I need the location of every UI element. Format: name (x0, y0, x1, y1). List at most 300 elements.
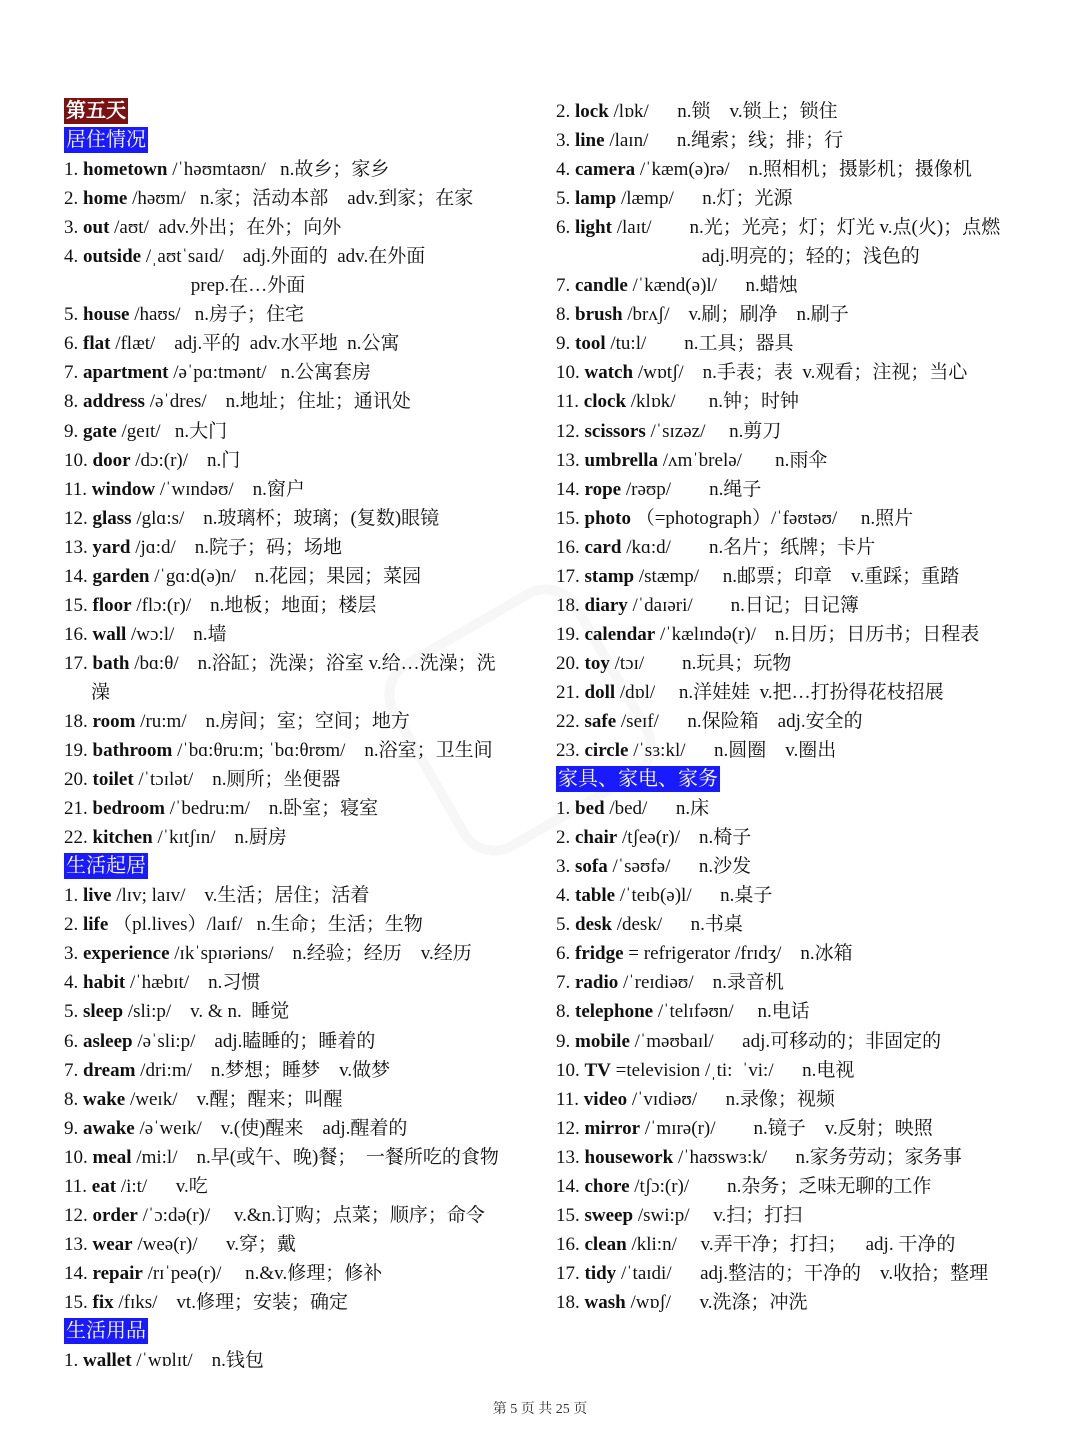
entry-definition: /lɪv; laɪv/ v.生活；居住；活着 (111, 885, 370, 907)
entry-number: 3. (64, 217, 79, 239)
entry-number: 7. (556, 275, 571, 297)
vocab-entry (556, 271, 1036, 300)
vocab-entry (556, 504, 1036, 533)
entry-definition: /glɑ:s/ n.玻璃杯；玻璃；(复数)眼镜 (131, 507, 440, 529)
entry-definition: /ʌmˈbrelə/ n.雨伞 (658, 449, 828, 471)
entry-word: wall (92, 623, 127, 645)
entry-definition: /ˈhəʊmtaʊn/ n.故乡；家乡 (167, 159, 390, 181)
day-title: 第五天 (66, 100, 126, 122)
entry-definition: /ˈhaʊswɜ:k/ n.家务劳动；家务事 (673, 1146, 962, 1168)
entry-definition: /ˈgɑ:d(ə)n/ n.花园；果园；菜园 (149, 565, 422, 587)
vocab-entry (556, 939, 1036, 968)
entry-definition: /wɒʃ/ v.洗涤；冲洗 (625, 1291, 808, 1313)
entry-definition: /ˈkɪtʃɪn/ n.厨房 (152, 827, 287, 849)
entry-number: 21. (64, 798, 88, 820)
entry-number: 8. (64, 391, 79, 413)
entry-definition: （pl.lives）/laɪf/ n.生命；生活；生物 (108, 914, 423, 936)
entry-word: sofa (575, 856, 608, 878)
entry-word: yard (92, 536, 131, 558)
left-column (64, 97, 542, 1375)
entry-number: 22. (64, 827, 88, 849)
right-column (556, 97, 1036, 1317)
vocab-entry (556, 329, 1036, 358)
entry-definition: /klɒk/ n.钟；时钟 (626, 391, 800, 413)
section-title: 生活用品 (66, 1319, 146, 1342)
entry-number: 2. (64, 188, 79, 210)
entry-word: bathroom (92, 740, 173, 762)
entry-definition: /ˈreɪdiəʊ/ n.录音机 (618, 972, 784, 994)
vocab-entry (64, 387, 542, 416)
entry-number: 3. (64, 943, 79, 965)
vocab-entry (64, 1143, 542, 1172)
entry-word: rope (584, 478, 622, 500)
entry-definition: /tʃeə(r)/ n.椅子 (617, 827, 752, 849)
vocab-entry (556, 794, 1036, 823)
entry-number: 4. (64, 246, 79, 268)
entry-definition: /ˈtaɪdi/ adj.整洁的；干净的 v.收拾；整理 (616, 1262, 989, 1284)
vocab-entry (64, 533, 542, 562)
entry-definition: /mi:l/ n.早(或午、晚)餐； 一餐所吃的食物 (131, 1146, 499, 1168)
vocab-entry (556, 1143, 1036, 1172)
entry-word: meal (92, 1146, 132, 1168)
entry-definition: /wɒtʃ/ n.手表；表 v.观看；注视；当心 (633, 362, 968, 384)
vocab-entry (64, 329, 542, 358)
vocab-entry (556, 475, 1036, 504)
entry-definition: /ˈbɑ:θru:m; ˈbɑ:θrʊm/ n.浴室；卫生间 (172, 740, 493, 762)
vocab-entry (556, 591, 1036, 620)
entry-definition: /ˈdaɪəri/ n.日记；日记簿 (627, 594, 859, 616)
entry-word: doll (584, 681, 616, 703)
entry-definition: /ˈɔ:də(r)/ v.&n.订购；点菜；顺序；命令 (137, 1204, 485, 1226)
entry-word: mobile (575, 1030, 630, 1052)
entry-definition: /dɔ:(r)/ n.门 (130, 449, 241, 471)
entry-word: apartment (83, 362, 169, 384)
entry-number: 10. (556, 1059, 580, 1081)
entry-word: card (584, 536, 622, 558)
entry-number: 13. (556, 1146, 580, 1168)
vocab-entry (556, 155, 1036, 184)
entry-number: 16. (556, 1233, 580, 1255)
entry-definition: /əˈpɑ:tmənt/ n.公寓套房 (168, 362, 372, 384)
entry-definition: /stæmp/ n.邮票；印章 v.重踩；重踏 (634, 565, 960, 587)
entry-number: 5. (556, 914, 571, 936)
entry-number: 1. (64, 885, 79, 907)
entry-word: glass (92, 507, 132, 529)
entry-number: 14. (556, 478, 580, 500)
entry-definition: /ˈtɔɪlət/ n.厕所；坐便器 (133, 769, 341, 791)
vocab-entry (64, 1288, 542, 1317)
entry-word: tidy (584, 1262, 617, 1284)
entry-word: home (83, 188, 128, 210)
entry-definition: /lɒk/ n.锁 v.锁上；锁住 (608, 101, 838, 122)
vocab-entry (556, 968, 1036, 997)
entry-definition: =television /ˌti: ˈvi:/ n.电视 (610, 1059, 855, 1081)
entry-word: bed (575, 798, 605, 820)
entry-number: 13. (556, 449, 580, 471)
entry-word: live (83, 885, 112, 907)
entry-number: 13. (64, 536, 88, 558)
entry-number: 19. (556, 623, 580, 645)
vocab-entry (64, 242, 542, 271)
entry-definition: /dri:m/ n.梦想；睡梦 v.做梦 (135, 1059, 391, 1081)
vocab-entry (556, 1056, 1036, 1085)
entry-word: repair (92, 1262, 143, 1284)
entry-number: 8. (556, 304, 571, 326)
entry-number: 11. (556, 391, 580, 413)
vocab-entry (64, 939, 542, 968)
entry-number: 12. (64, 1204, 88, 1226)
entry-number: 2. (556, 101, 571, 122)
entry-definition: /ˈteɪb(ə)l/ n.桌子 (615, 885, 773, 907)
entry-number: 2. (556, 827, 571, 849)
vocab-entry (556, 562, 1036, 591)
vocab-entry (556, 1114, 1036, 1143)
entry-definition: /ˈkælɪndə(r)/ n.日历；日历书；日程表 (655, 623, 980, 645)
entry-definition: /seɪf/ n.保险箱 adj.安全的 (616, 710, 863, 732)
entry-number: 3. (556, 856, 571, 878)
entry-word: photo (584, 507, 631, 529)
entry-number: 11. (556, 1088, 580, 1110)
vocab-entry (64, 968, 542, 997)
entry-definition: /bɑ:θ/ n.浴缸；洗澡；浴室 v.给…洗澡；洗 (129, 652, 496, 674)
entry-word: gate (83, 420, 117, 442)
entry-number: 16. (64, 623, 88, 645)
entry-word: toy (584, 652, 610, 674)
entry-word: experience (83, 943, 170, 965)
entry-definition: /sli:p/ v. & n. 睡觉 (123, 1001, 290, 1023)
entry-word: hometown (83, 159, 168, 181)
vocab-entry (556, 649, 1036, 678)
entry-word: address (83, 391, 145, 413)
vocab-entry (556, 1172, 1036, 1201)
vocab-entry (64, 736, 542, 765)
entry-word: umbrella (584, 449, 659, 471)
entry-definition: /jɑ:d/ n.院子；码；场地 (130, 536, 343, 558)
entry-number: 8. (556, 1001, 571, 1023)
entry-number: 10. (64, 1146, 88, 1168)
entry-word: line (575, 130, 605, 152)
entry-number: 20. (556, 652, 580, 674)
entry-word: order (92, 1204, 138, 1226)
entry-word: brush (575, 304, 623, 326)
entry-definition: /ˈkænd(ə)l/ n.蜡烛 (627, 275, 798, 297)
entry-definition: /ˈsɪzəz/ n.剪刀 (645, 420, 782, 442)
vocab-entry (556, 387, 1036, 416)
entry-word: lamp (575, 188, 617, 210)
entry-word: room (92, 710, 136, 732)
vocab-entry (64, 184, 542, 213)
entry-definition: /ˈsɜ:kl/ n.圆圈 v.圈出 (628, 740, 837, 762)
entry-number: 15. (556, 1204, 580, 1226)
vocab-entry (556, 533, 1036, 562)
vocab-entry (556, 1230, 1036, 1259)
entry-word: window (91, 478, 156, 500)
vocab-entry (556, 1259, 1036, 1288)
entry-number: 6. (556, 943, 571, 965)
entry-word: circle (584, 740, 629, 762)
entry-definition: /əˈweɪk/ v.(使)醒来 adj.醒着的 (134, 1117, 408, 1139)
entry-definition: /kli:n/ v.弄干净；打扫； adj. 干净的 (626, 1233, 956, 1255)
entry-definition: /ˈvɪdiəʊ/ n.录像；视频 (627, 1088, 835, 1110)
entry-number: 1. (64, 159, 79, 181)
entry-word: candle (575, 275, 628, 297)
entry-definition: /i:t/ v.吃 (116, 1175, 208, 1197)
entry-word: calendar (584, 623, 656, 645)
entry-number: 4. (556, 159, 571, 181)
vocab-entry (64, 475, 542, 504)
entry-word: house (83, 304, 130, 326)
vocab-entry (556, 1288, 1036, 1317)
entry-number: 9. (556, 1030, 571, 1052)
vocab-entry (64, 591, 542, 620)
entry-definition: /rɪˈpeə(r)/ n.&v.修理；修补 (142, 1262, 383, 1284)
entry-word: housework (584, 1146, 674, 1168)
day-heading-row (64, 97, 542, 126)
entry-definition: /ˈtelɪfəʊn/ n.电话 (653, 1001, 810, 1023)
entry-number: 17. (556, 565, 580, 587)
vocab-entry (556, 358, 1036, 387)
entry-definition: （=photograph）/ˈfəʊtəʊ/ n.照片 (630, 507, 914, 529)
entry-word: safe (584, 710, 617, 732)
section-title: 家具、家电、家务 (558, 768, 718, 791)
vocab-entry (556, 184, 1036, 213)
entry-definition: /ru:m/ n.房间；室；空间；地方 (135, 710, 410, 732)
vocab-entry (64, 794, 542, 823)
entry-definition: /weɪk/ v.醒；醒来；叫醒 (125, 1088, 343, 1110)
entry-definition: /flæt/ adj.平的 adv.水平地 n.公寓 (110, 333, 400, 355)
entry-word: tool (575, 333, 606, 355)
vocab-entry (64, 707, 542, 736)
vocab-entry (64, 446, 542, 475)
entry-word: habit (83, 972, 126, 994)
vocab-entry (556, 823, 1036, 852)
entry-number: 21. (556, 681, 580, 703)
vocab-entry (556, 1027, 1036, 1056)
entry-number: 6. (64, 1030, 79, 1052)
entry-number: 4. (64, 972, 79, 994)
entry-definition: /həʊm/ n.家；活动本部 adv.到家；在家 (127, 188, 474, 210)
entry-number: 19. (64, 740, 88, 762)
entry-word: chair (575, 827, 618, 849)
entry-definition: /geɪt/ n.大门 (116, 420, 228, 442)
entry-word: camera (575, 159, 636, 181)
vocab-entry (64, 358, 542, 387)
entry-word: TV (584, 1059, 611, 1081)
section-title: 居住情况 (66, 129, 146, 152)
entry-definition: /rəʊp/ n.绳子 (621, 478, 762, 500)
entry-word: telephone (575, 1001, 654, 1023)
entry-definition: /ˈbedru:m/ n.卧室；寝室 (164, 798, 379, 820)
vocab-entry (556, 1085, 1036, 1114)
vocab-entry (64, 300, 542, 329)
entry-word: wake (83, 1088, 126, 1110)
entry-number: 22. (556, 710, 580, 732)
entry-word: garden (92, 565, 150, 587)
entry-number: 13. (64, 1233, 88, 1255)
entry-word: clean (584, 1233, 627, 1255)
entry-number: 15. (64, 594, 88, 616)
entry-definition: /ˈkæm(ə)rə/ n.照相机；摄影机；摄像机 (635, 159, 972, 181)
entry-number: 9. (64, 420, 79, 442)
entry-number: 2. (64, 914, 79, 936)
entry-word: chore (584, 1175, 630, 1197)
entry-definition: /swi:p/ v.扫；打扫 (633, 1204, 803, 1226)
entry-word: dream (83, 1059, 136, 1081)
entry-number: 15. (556, 507, 580, 529)
entry-word: sleep (83, 1001, 124, 1023)
entry-word: flat (83, 333, 111, 355)
entry-word: watch (584, 362, 634, 384)
entry-word: wear (92, 1233, 133, 1255)
entry-word: door (92, 449, 131, 471)
entry-number: 14. (556, 1175, 580, 1197)
entry-number: 20. (64, 769, 88, 791)
vocab-entry (64, 213, 542, 242)
vocab-entry (556, 620, 1036, 649)
entry-number: 11. (64, 1175, 88, 1197)
entry-number: 12. (556, 420, 580, 442)
section-heading-row (64, 126, 542, 155)
entry-number: 5. (64, 1001, 79, 1023)
vocab-entry (64, 1172, 542, 1201)
entry-word: mirror (584, 1117, 641, 1139)
entry-number: 17. (64, 652, 88, 674)
section-heading-row (64, 852, 542, 881)
entry-word: lock (575, 101, 609, 122)
vocab-entry (556, 417, 1036, 446)
entry-number: 5. (64, 304, 79, 326)
entry-number: 3. (556, 130, 571, 152)
entry-definition: /fɪks/ vt.修理；安装；确定 (113, 1291, 348, 1313)
entry-word: bedroom (92, 798, 165, 820)
vocab-entry (64, 1027, 542, 1056)
entry-word: bath (92, 652, 130, 674)
entry-number: 11. (64, 478, 88, 500)
vocab-entry (556, 852, 1036, 881)
vocab-entry (64, 620, 542, 649)
entry-word: out (83, 217, 110, 239)
vocab-entry (556, 126, 1036, 155)
vocab-entry (556, 213, 1036, 242)
entry-number: 18. (556, 1291, 580, 1313)
entry-definition: /ˌaʊtˈsaɪd/ adj.外面的 adv.在外面 (141, 246, 426, 268)
entry-word: fix (92, 1291, 114, 1313)
vocab-entry (64, 823, 542, 852)
vocab-entry (64, 997, 542, 1026)
entry-definition: /tu:l/ n.工具；器具 (605, 333, 794, 355)
entry-word: sweep (584, 1204, 634, 1226)
section-title: 生活起居 (66, 855, 146, 878)
entry-definition: /weə(r)/ v.穿；戴 (132, 1233, 296, 1255)
vocab-entry (64, 881, 542, 910)
entry-definition: /əˈdres/ n.地址；住址；通讯处 (144, 391, 411, 413)
entry-definition: /aʊt/ adv.外出；在外；向外 (109, 217, 342, 239)
vocab-entry (64, 1114, 542, 1143)
entry-word: kitchen (92, 827, 153, 849)
entry-definition: /ˈwɪndəʊ/ n.窗户 (155, 478, 305, 500)
entry-word: eat (91, 1175, 117, 1197)
entry-definition: = refrigerator /frɪdʒ/ n.冰箱 (623, 943, 853, 965)
entry-word: table (575, 885, 616, 907)
entry-number: 6. (556, 217, 571, 239)
entry-number: 17. (556, 1262, 580, 1284)
entry-word: desk (575, 914, 612, 936)
entry-definition: /tʃɔ:(r)/ n.杂务；乏味无聊的工作 (629, 1175, 932, 1197)
vocab-entry (556, 997, 1036, 1026)
entry-word: wallet (83, 1350, 132, 1372)
entry-word: light (575, 217, 612, 239)
vocab-entry (64, 1085, 542, 1114)
entry-definition: /əˈsli:p/ adj.瞌睡的；睡着的 (132, 1030, 376, 1052)
entry-number: 7. (64, 1059, 79, 1081)
entry-definition: /laɪt/ n.光；光亮；灯；灯光 v.点(火)；点燃 (611, 217, 1001, 239)
vocab-entry (556, 678, 1036, 707)
entry-number: 10. (64, 449, 88, 471)
vocab-entry (556, 1201, 1036, 1230)
entry-definition: /kɑ:d/ n.名片；纸牌；卡片 (621, 536, 876, 558)
entry-word: video (583, 1088, 628, 1110)
entry-definition: /laɪn/ n.绳索；线；排；行 (604, 130, 844, 152)
entry-word: awake (83, 1117, 135, 1139)
vocab-entry (64, 504, 542, 533)
entry-number: 14. (64, 565, 88, 587)
entry-definition: /wɔ:l/ n.墙 (126, 623, 227, 645)
entry-definition: /flɔ:(r)/ n.地板；地面；楼层 (131, 594, 377, 616)
entry-number: 18. (64, 710, 88, 732)
entry-word: radio (575, 972, 619, 994)
entry-definition: /ɪkˈspɪəriəns/ n.经验；经历 v.经历 (169, 943, 472, 965)
vocab-entry (556, 446, 1036, 475)
entry-definition: /ˈwɒlɪt/ n.钱包 (131, 1350, 264, 1372)
entry-number: 4. (556, 885, 571, 907)
vocab-entry (64, 910, 542, 939)
entry-word: floor (92, 594, 132, 616)
section-heading-row (556, 765, 1036, 794)
entry-number: 1. (556, 798, 571, 820)
entry-definition: /tɔɪ/ n.玩具；玩物 (609, 652, 792, 674)
entry-definition: /haʊs/ n.房子；住宅 (129, 304, 305, 326)
entry-number: 18. (556, 594, 580, 616)
entry-definition: /dɒl/ n.洋娃娃 v.把…打扮得花枝招展 (615, 681, 944, 703)
entry-word: scissors (584, 420, 646, 442)
entry-number: 15. (64, 1291, 88, 1313)
entry-number: 6. (64, 333, 79, 355)
entry-number: 16. (556, 536, 580, 558)
vocab-entry (64, 765, 542, 794)
entry-word: wash (584, 1291, 626, 1313)
entry-number: 7. (556, 972, 571, 994)
vocab-entry (64, 1259, 542, 1288)
entry-definition: /ˈsəʊfə/ n.沙发 (607, 856, 752, 878)
vocab-entry (556, 300, 1036, 329)
entry-word: clock (583, 391, 627, 413)
entry-definition: /læmp/ n.灯；光源 (616, 188, 793, 210)
entry-definition: /brʌʃ/ v.刷；刷净 n.刷子 (622, 304, 849, 326)
vocab-entry (64, 1346, 542, 1375)
vocab-entry (64, 155, 542, 184)
entry-number: 7. (64, 362, 79, 384)
entry-word: outside (83, 246, 142, 268)
vocab-entry (64, 562, 542, 591)
entry-word: fridge (575, 943, 624, 965)
entry-number: 12. (64, 507, 88, 529)
entry-word: toilet (92, 769, 134, 791)
vocab-entry (64, 649, 542, 678)
entry-word: life (83, 914, 109, 936)
entry-number: 23. (556, 740, 580, 762)
entry-word: diary (584, 594, 628, 616)
vocab-entry (556, 881, 1036, 910)
